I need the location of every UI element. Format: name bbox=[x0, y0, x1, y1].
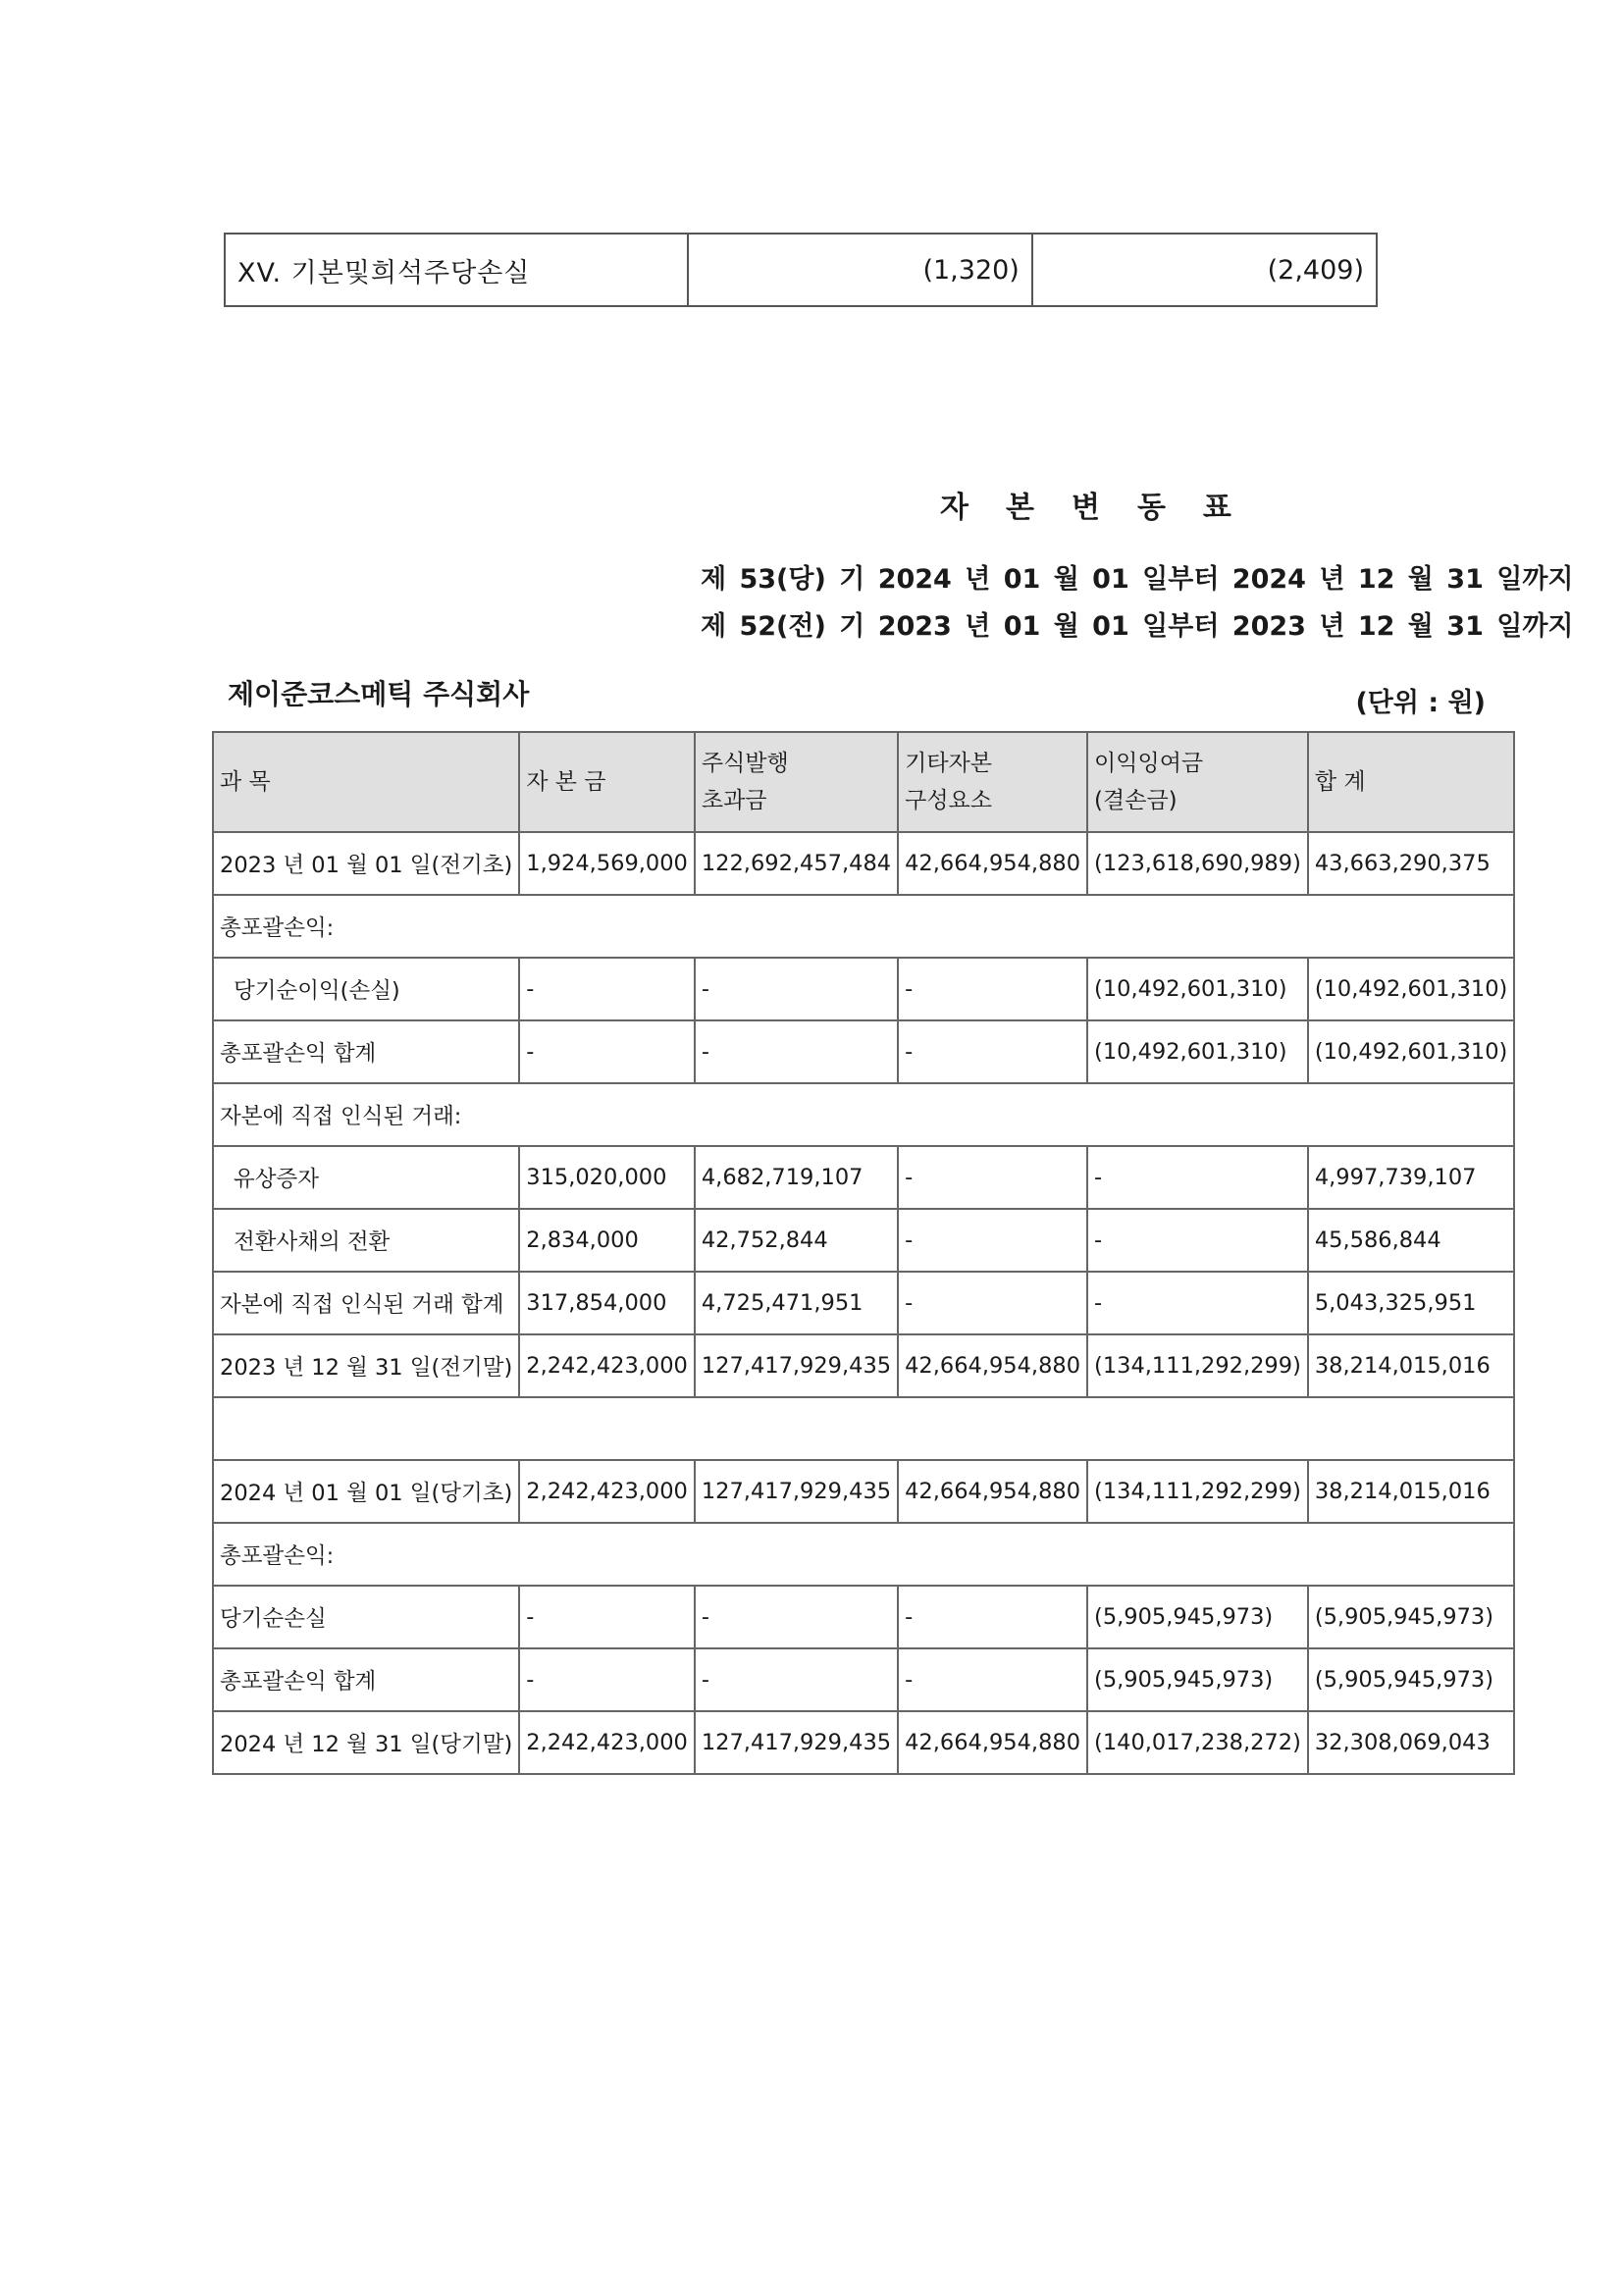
cell-share-premium: 127,417,929,435 bbox=[695, 1334, 898, 1397]
table-row bbox=[213, 1272, 1514, 1334]
header-capital-stock bbox=[519, 732, 695, 832]
cell-share-premium: - bbox=[695, 1648, 898, 1711]
eps-current: (1,320) bbox=[688, 234, 1032, 306]
cell-capital-stock: 2,242,423,000 bbox=[519, 1711, 695, 1774]
cell-total: 5,043,325,951 bbox=[1308, 1272, 1514, 1334]
cell-capital-stock: - bbox=[519, 1020, 695, 1083]
section-row bbox=[213, 1523, 1514, 1586]
header-line1: 주식발행 bbox=[701, 751, 789, 776]
header-account bbox=[213, 732, 519, 832]
cell-share-premium: 127,417,929,435 bbox=[695, 1460, 898, 1523]
row-label: 당기순손실 bbox=[213, 1586, 519, 1648]
cell-capital-stock: 315,020,000 bbox=[519, 1146, 695, 1209]
eps-prior: (2,409) bbox=[1032, 234, 1377, 306]
header-retained-earnings bbox=[1087, 732, 1308, 832]
row-label: 2024 년 12 월 31 일(당기말) bbox=[213, 1711, 519, 1774]
row-label: 2024 년 01 월 01 일(당기초) bbox=[213, 1460, 519, 1523]
cell-capital-stock: 317,854,000 bbox=[519, 1272, 695, 1334]
cell-capital-stock: - bbox=[519, 958, 695, 1020]
cell-total: 4,997,739,107 bbox=[1308, 1146, 1514, 1209]
cell-retained-earnings: (140,017,238,272) bbox=[1087, 1711, 1308, 1774]
cell-capital-stock: 2,242,423,000 bbox=[519, 1460, 695, 1523]
row-label: 2023 년 01 월 01 일(전기초) bbox=[213, 832, 519, 895]
header-line1: 과 목 bbox=[220, 769, 271, 795]
header-line1: 기타자본 bbox=[905, 751, 992, 776]
cell-other-capital: - bbox=[898, 1586, 1087, 1648]
cell-retained-earnings: (10,492,601,310) bbox=[1087, 958, 1308, 1020]
cell-retained-earnings: - bbox=[1087, 1272, 1308, 1334]
cell-total: 43,663,290,375 bbox=[1308, 832, 1514, 895]
cell-share-premium: 42,752,844 bbox=[695, 1209, 898, 1272]
cell-retained-earnings: (10,492,601,310) bbox=[1087, 1020, 1308, 1083]
table-row bbox=[213, 1209, 1514, 1272]
cell-retained-earnings: (134,111,292,299) bbox=[1087, 1334, 1308, 1397]
table-row bbox=[213, 1460, 1514, 1523]
cell-other-capital: - bbox=[898, 1272, 1087, 1334]
cell-retained-earnings: (5,905,945,973) bbox=[1087, 1648, 1308, 1711]
cell-total: 32,308,069,043 bbox=[1308, 1711, 1514, 1774]
cell-other-capital: - bbox=[898, 1020, 1087, 1083]
header-total bbox=[1308, 732, 1514, 832]
cell-share-premium: - bbox=[695, 1586, 898, 1648]
unit-label: (단위 : 원) bbox=[1355, 688, 1486, 718]
cell-retained-earnings: (123,618,690,989) bbox=[1087, 832, 1308, 895]
cell-total: 38,214,015,016 bbox=[1308, 1334, 1514, 1397]
period-current: 제 53(당) 기 2024 년 01 월 01 일부터 2024 년 12 월 31 일까지 bbox=[701, 564, 1574, 595]
header-line2: 초과금 bbox=[701, 788, 767, 813]
cell-other-capital: 42,664,954,880 bbox=[898, 1460, 1087, 1523]
row-label: 총포괄손익 합계 bbox=[213, 1648, 519, 1711]
cell-share-premium: - bbox=[695, 1020, 898, 1083]
cell-capital-stock: - bbox=[519, 1648, 695, 1711]
section-label: 총포괄손익: bbox=[213, 895, 1514, 958]
cell-total: 45,586,844 bbox=[1308, 1209, 1514, 1272]
cell-share-premium: 122,692,457,484 bbox=[695, 832, 898, 895]
header-row bbox=[213, 732, 1514, 832]
row-label: 2023 년 12 월 31 일(전기말) bbox=[213, 1334, 519, 1397]
row-label: 자본에 직접 인식된 거래 합계 bbox=[213, 1272, 519, 1334]
header-line2: (결손금) bbox=[1094, 788, 1178, 813]
cell-share-premium: - bbox=[695, 958, 898, 1020]
cell-share-premium: 127,417,929,435 bbox=[695, 1711, 898, 1774]
table-row bbox=[213, 1586, 1514, 1648]
cell-total: (10,492,601,310) bbox=[1308, 958, 1514, 1020]
statement-title: 자본변동표 bbox=[940, 491, 1269, 525]
header-line1: 합 계 bbox=[1314, 769, 1366, 795]
cell-capital-stock: 2,834,000 bbox=[519, 1209, 695, 1272]
cell-capital-stock: 2,242,423,000 bbox=[519, 1334, 695, 1397]
cell-capital-stock: 1,924,569,000 bbox=[519, 832, 695, 895]
blank-cell bbox=[213, 1397, 1514, 1460]
table-row bbox=[213, 1648, 1514, 1711]
cell-other-capital: 42,664,954,880 bbox=[898, 1334, 1087, 1397]
header-line2: 구성요소 bbox=[905, 788, 992, 813]
cell-total: (5,905,945,973) bbox=[1308, 1648, 1514, 1711]
row-label: 전환사채의 전환 bbox=[213, 1209, 519, 1272]
section-label: 자본에 직접 인식된 거래: bbox=[213, 1083, 1514, 1146]
section-label: 총포괄손익: bbox=[213, 1523, 1514, 1586]
cell-total: 38,214,015,016 bbox=[1308, 1460, 1514, 1523]
cell-other-capital: 42,664,954,880 bbox=[898, 832, 1087, 895]
cell-total: (5,905,945,973) bbox=[1308, 1586, 1514, 1648]
section-row bbox=[213, 895, 1514, 958]
table-row bbox=[213, 1020, 1514, 1083]
cell-retained-earnings: (134,111,292,299) bbox=[1087, 1460, 1308, 1523]
section-row bbox=[213, 1083, 1514, 1146]
equity-changes-table bbox=[212, 731, 1515, 1775]
blank-row bbox=[213, 1397, 1514, 1460]
cell-other-capital: 42,664,954,880 bbox=[898, 1711, 1087, 1774]
company-name: 제이준코스메틱 주식회사 bbox=[228, 678, 530, 710]
cell-other-capital: - bbox=[898, 1209, 1087, 1272]
table-row bbox=[213, 1711, 1514, 1774]
cell-retained-earnings: - bbox=[1087, 1146, 1308, 1209]
cell-other-capital: - bbox=[898, 958, 1087, 1020]
table-row bbox=[213, 1146, 1514, 1209]
period-prior: 제 52(전) 기 2023 년 01 월 01 일부터 2023 년 12 월 31 일까지 bbox=[701, 611, 1574, 642]
header-other-capital bbox=[898, 732, 1087, 832]
header-share-premium bbox=[695, 732, 898, 832]
cell-share-premium: 4,682,719,107 bbox=[695, 1146, 898, 1209]
cell-share-premium: 4,725,471,951 bbox=[695, 1272, 898, 1334]
cell-other-capital: - bbox=[898, 1146, 1087, 1209]
eps-row bbox=[225, 234, 1377, 306]
cell-capital-stock: - bbox=[519, 1586, 695, 1648]
cell-other-capital: - bbox=[898, 1648, 1087, 1711]
cell-retained-earnings: (5,905,945,973) bbox=[1087, 1586, 1308, 1648]
cell-total: (10,492,601,310) bbox=[1308, 1020, 1514, 1083]
table-row bbox=[213, 1334, 1514, 1397]
eps-label: XV. 기본및희석주당손실 bbox=[225, 234, 688, 306]
header-line1: 자 본 금 bbox=[526, 769, 606, 795]
table-row bbox=[213, 832, 1514, 895]
table-row bbox=[213, 958, 1514, 1020]
cell-retained-earnings: - bbox=[1087, 1209, 1308, 1272]
row-label: 유상증자 bbox=[213, 1146, 519, 1209]
eps-table bbox=[224, 233, 1378, 307]
row-label: 당기순이익(손실) bbox=[213, 958, 519, 1020]
row-label: 총포괄손익 합계 bbox=[213, 1020, 519, 1083]
header-line1: 이익잉여금 bbox=[1094, 751, 1204, 776]
